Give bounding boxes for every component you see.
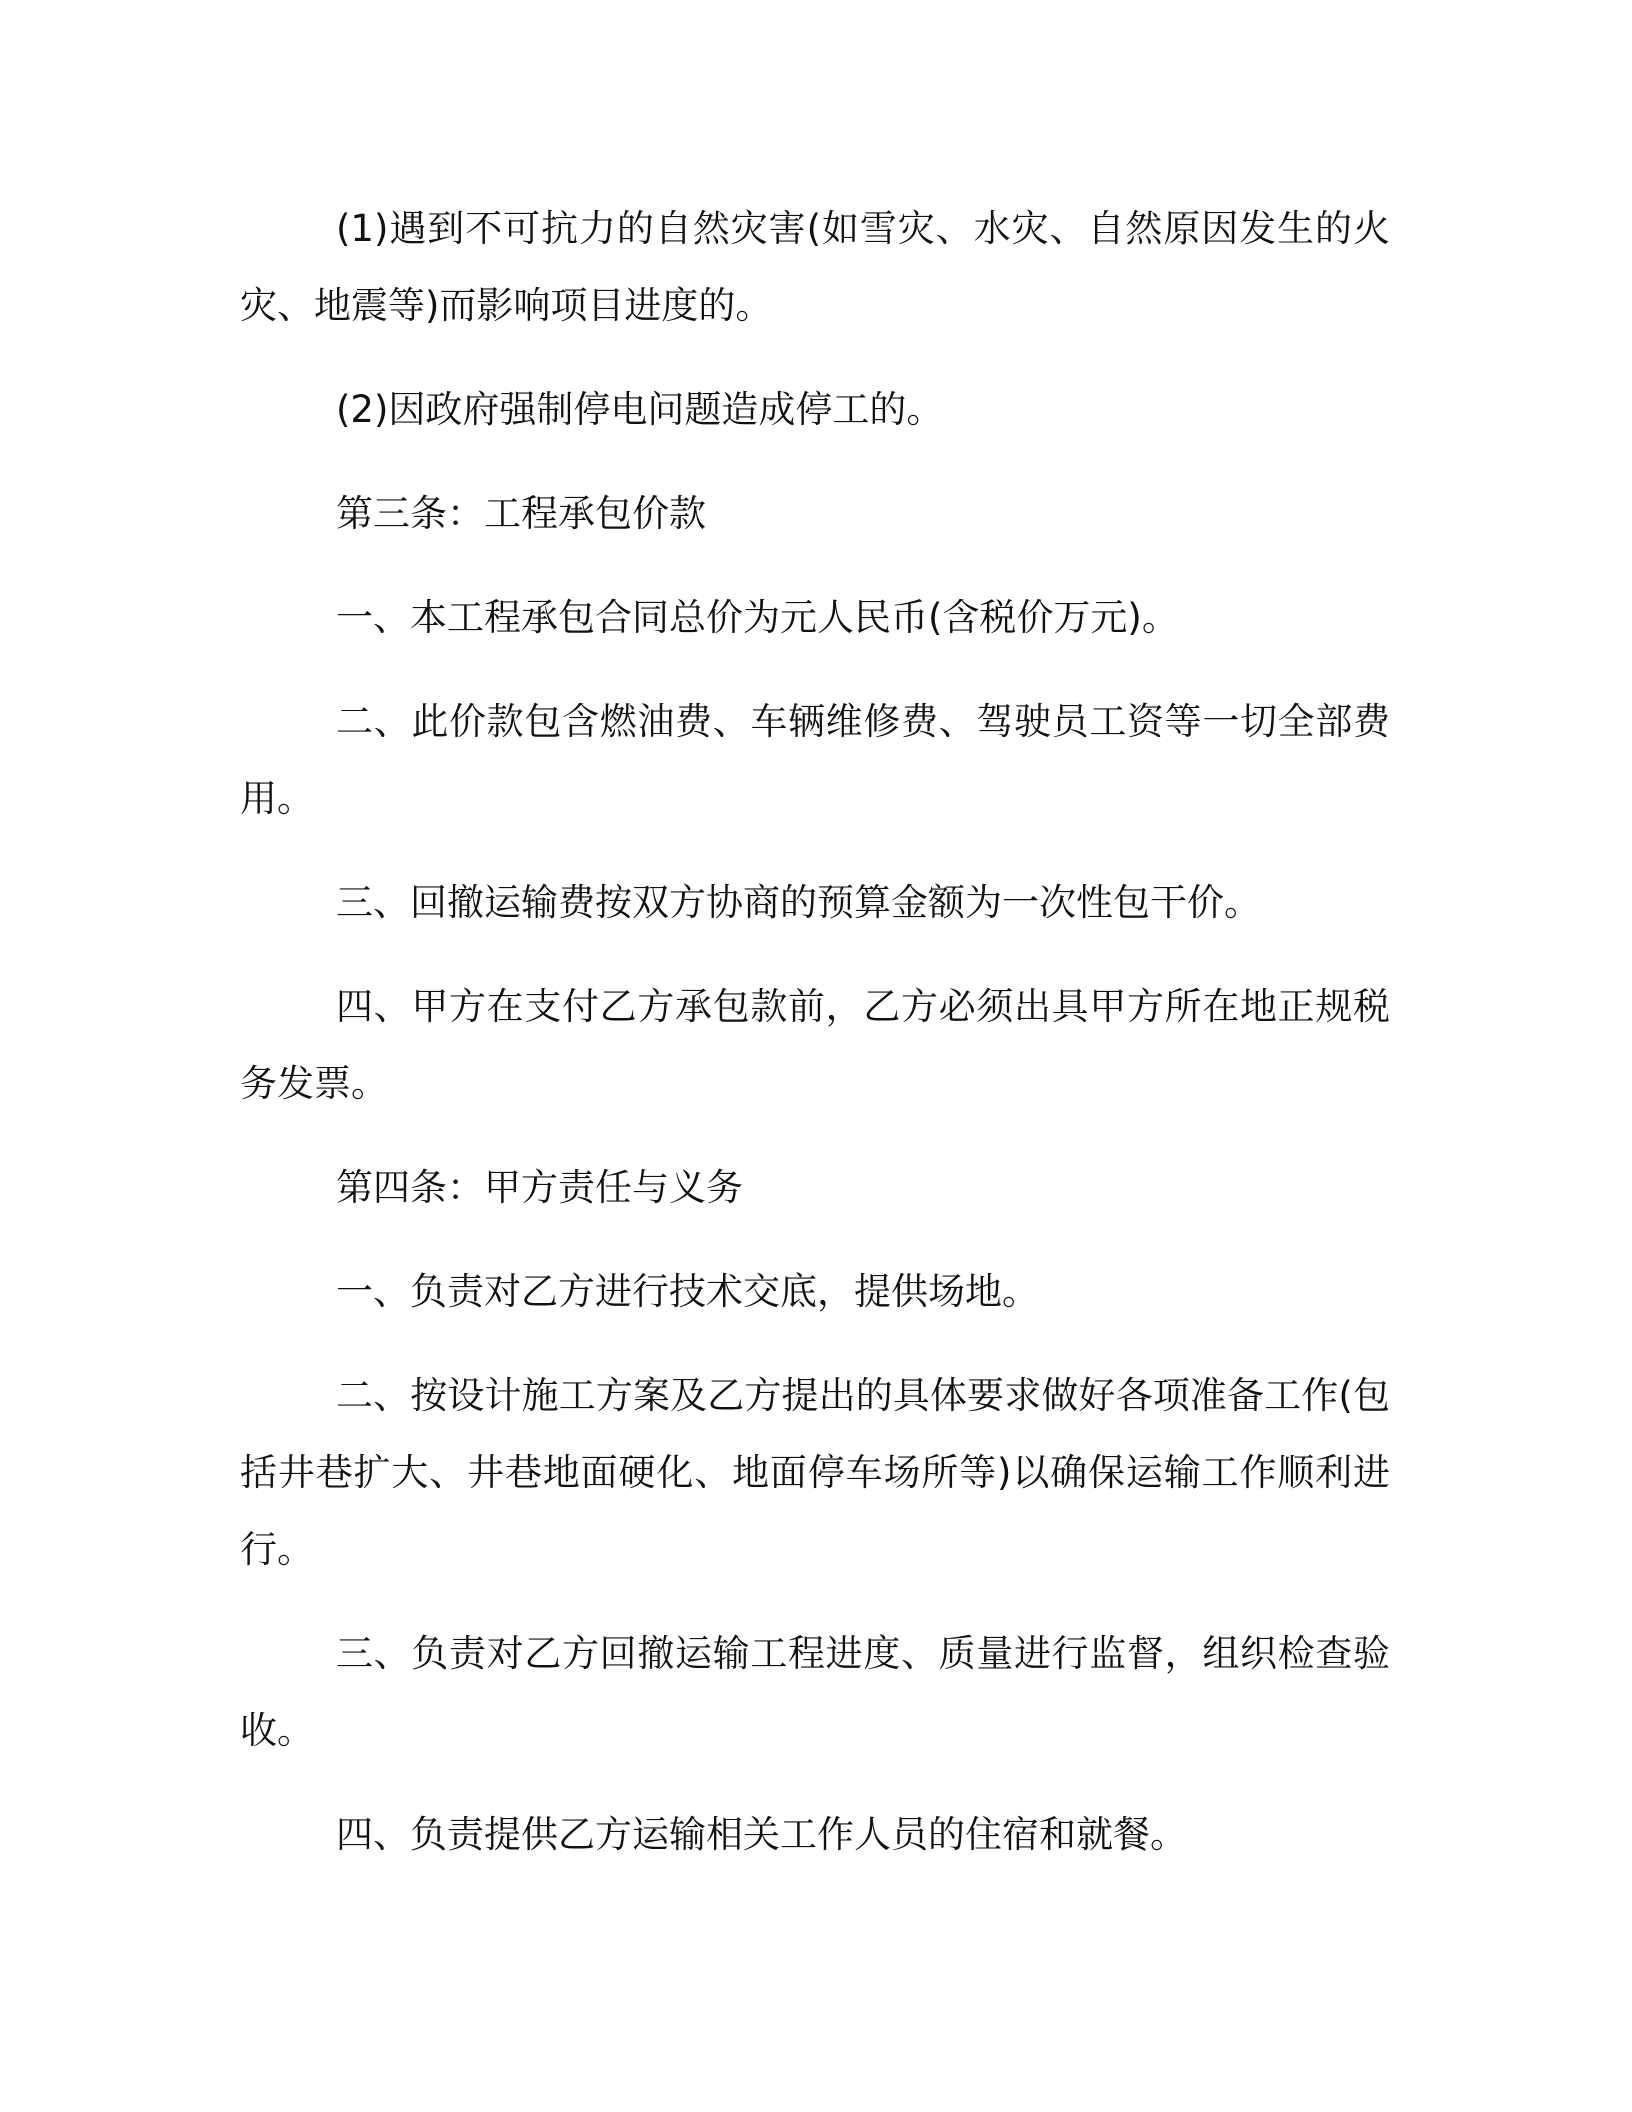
article-3-heading: 第三条：工程承包价款	[336, 492, 706, 535]
paragraph-force-majeure-2: (2)因政府强制停电问题造成停工的。	[336, 388, 944, 431]
article-4-item-4: 四、负责提供乙方运输相关工作人员的住宿和就餐。	[336, 1813, 1187, 1856]
article-3-item-2: 二、此价款包含燃油费、车辆维修费、驾驶员工资等一切全部费用。	[240, 700, 1390, 820]
article-4-heading: 第四条：甲方责任与义务	[336, 1166, 743, 1209]
document-page	[240, 190, 1390, 1900]
article-4-item-1: 一、负责对乙方进行技术交底，提供场地。	[336, 1270, 1039, 1313]
article-3-item-1: 一、本工程承包合同总价为元人民币(含税价万元)。	[336, 596, 1179, 639]
article-4-item-3: 三、负责对乙方回撤运输工程进度、质量进行监督，组织检查验收。	[240, 1632, 1390, 1752]
article-4-item-2: 二、按设计施工方案及乙方提出的具体要求做好各项准备工作(包括井巷扩大、井巷地面硬化、地面停车场所等)以确保运输工作顺利进行。	[240, 1374, 1390, 1571]
article-3-item-4: 四、甲方在支付乙方承包款前，乙方必须出具甲方所在地正规税务发票。	[240, 985, 1390, 1105]
article-3-item-3: 三、回撤运输费按双方协商的预算金额为一次性包干价。	[336, 881, 1261, 924]
paragraph-force-majeure-1: (1)遇到不可抗力的自然灾害(如雪灾、水灾、自然原因发生的火灾、地震等)而影响项目进度的。	[240, 207, 1390, 327]
